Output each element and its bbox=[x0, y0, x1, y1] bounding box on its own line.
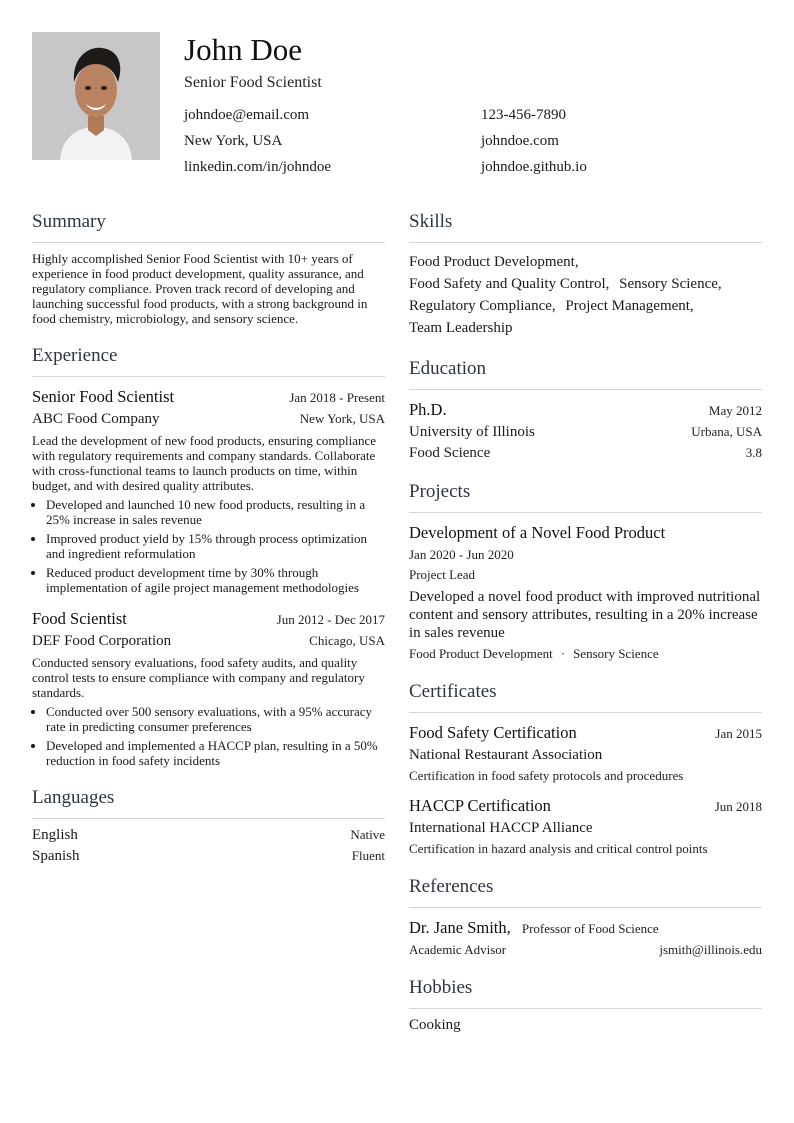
summary-text: Highly accomplished Senior Food Scientist with 10+ years of experience in food product development, quality assurance, and regulatory compliance. Proven track record of developing and launching successful food products, with a strong background in food chemistry, microbiology, and sensory science. bbox=[32, 251, 368, 326]
skills-section bbox=[409, 210, 762, 339]
job-bullet: • Reduced product development time by 30% through implementation of agile project management methodologies bbox=[46, 565, 385, 595]
education-degree: Ph.D. bbox=[409, 400, 447, 419]
resume-columns bbox=[32, 210, 762, 1052]
language-name: Spanish bbox=[32, 848, 80, 864]
education-location: Urbana, USA bbox=[691, 424, 762, 439]
job-company: ABC Food Company bbox=[32, 411, 160, 427]
phone-link[interactable]: 123-456-7890 bbox=[481, 107, 566, 123]
bullet-dot-icon: · bbox=[560, 646, 566, 661]
job-bullet: • Developed and implemented a HACCP plan, resulting in a 50% reduction in food safety incidents bbox=[46, 738, 385, 768]
education-section bbox=[409, 357, 762, 462]
job-bullets bbox=[32, 497, 385, 595]
left-column bbox=[32, 210, 385, 1052]
certificate-entry bbox=[409, 796, 762, 857]
section-heading: Languages bbox=[32, 786, 385, 819]
website-link[interactable]: johndoe.com bbox=[481, 133, 559, 149]
job-description: Conducted sensory evaluations, food safety audits, and quality control tests to ensure compliance with company and regulatory standards. bbox=[32, 655, 365, 700]
resume-header bbox=[32, 32, 762, 182]
job-entry bbox=[32, 387, 385, 595]
reference-email[interactable]: jsmith@illinois.edu bbox=[659, 942, 762, 957]
certificate-date: Jan 2015 bbox=[715, 726, 762, 741]
project-tags bbox=[409, 646, 762, 662]
person-name: John Doe bbox=[184, 32, 302, 67]
job-location: Chicago, USA bbox=[309, 633, 385, 648]
experience-section bbox=[32, 344, 385, 768]
job-bullet: • Developed and launched 10 new food products, resulting in a 25% increase in sales revenue bbox=[46, 497, 385, 527]
project-role: Project Lead bbox=[409, 567, 476, 582]
job-bullets bbox=[32, 704, 385, 768]
projects-section bbox=[409, 480, 762, 662]
project-date: Jan 2020 - Jun 2020 bbox=[409, 547, 514, 562]
job-title: Senior Food Scientist bbox=[184, 74, 322, 91]
project-description: Developed a novel food product with improved nutritional content and sensory attributes, resulting in a 20% increase in sales revenue bbox=[409, 589, 761, 641]
references-section bbox=[409, 875, 762, 958]
reference-name: Dr. Jane Smith, bbox=[409, 918, 511, 937]
job-company: DEF Food Corporation bbox=[32, 633, 172, 649]
skill-item: Food Product Development, bbox=[409, 254, 579, 270]
job-date: Jun 2012 - Dec 2017 bbox=[276, 612, 385, 627]
hobbies-section bbox=[409, 976, 762, 1034]
language-name: English bbox=[32, 827, 78, 843]
certificate-issuer: International HACCP Alliance bbox=[409, 820, 593, 836]
skill-item: Sensory Science, bbox=[619, 276, 722, 292]
language-level: Native bbox=[350, 827, 385, 842]
job-date: Jan 2018 - Present bbox=[289, 390, 385, 405]
job-entry bbox=[32, 609, 385, 768]
education-date: May 2012 bbox=[708, 403, 762, 418]
section-heading: Certificates bbox=[409, 680, 762, 713]
reference-position: Professor of Food Science bbox=[521, 921, 659, 936]
skill-item: Regulatory Compliance, bbox=[409, 298, 556, 314]
email-link[interactable]: johndoe@email.com bbox=[184, 107, 310, 123]
education-gpa: 3.8 bbox=[745, 445, 762, 460]
github-link[interactable]: johndoe.github.io bbox=[481, 159, 587, 175]
certificate-entry bbox=[409, 723, 762, 784]
certificates-section bbox=[409, 680, 762, 857]
job-bullet: • Improved product yield by 15% through process optimization and ingredient reformulation bbox=[46, 531, 385, 561]
education-field: Food Science bbox=[409, 445, 491, 461]
section-heading: Hobbies bbox=[409, 976, 762, 1009]
job-bullet: • Conducted over 500 sensory evaluations, with a 95% accuracy rate in predicting consumer preferences bbox=[46, 704, 385, 734]
summary-section bbox=[32, 210, 385, 326]
project-name: Development of a Novel Food Product bbox=[409, 523, 666, 542]
profile-photo bbox=[32, 32, 160, 160]
skill-item: Project Management, bbox=[565, 298, 694, 314]
project-tag: Food Product Development bbox=[409, 646, 553, 661]
certificate-description: Certification in hazard analysis and critical control points bbox=[409, 841, 708, 856]
section-heading: References bbox=[409, 875, 762, 908]
language-row bbox=[32, 848, 385, 865]
project-tag: Sensory Science bbox=[573, 646, 659, 661]
skill-item: Food Safety and Quality Control, bbox=[409, 276, 610, 292]
skill-item: Team Leadership bbox=[409, 320, 513, 336]
section-heading: Projects bbox=[409, 480, 762, 513]
skills-list bbox=[409, 251, 762, 339]
reference-relation: Academic Advisor bbox=[409, 942, 507, 957]
certificate-name: HACCP Certification bbox=[409, 796, 551, 815]
certificate-issuer: National Restaurant Association bbox=[409, 747, 603, 763]
language-row bbox=[32, 827, 385, 844]
linkedin-link[interactable]: linkedin.com/in/johndoe bbox=[184, 159, 332, 175]
job-role: Food Scientist bbox=[32, 609, 127, 628]
certificate-description: Certification in food safety protocols and procedures bbox=[409, 768, 684, 783]
job-description: Lead the development of new food products, ensuring compliance with regulatory requirements and company standards. Collaborate with cross-functional teams to launch products on time, within budget, and with desired quality attributes. bbox=[32, 433, 377, 493]
contact-grid bbox=[184, 106, 762, 177]
certificate-name: Food Safety Certification bbox=[409, 723, 577, 742]
job-location: New York, USA bbox=[299, 411, 385, 426]
education-school: University of Illinois bbox=[409, 424, 535, 440]
header-info bbox=[184, 32, 762, 182]
section-heading: Skills bbox=[409, 210, 762, 243]
languages-section bbox=[32, 786, 385, 865]
section-heading: Education bbox=[409, 357, 762, 390]
hobby-item: Cooking bbox=[409, 1017, 461, 1033]
resume-page bbox=[32, 32, 762, 1052]
job-role: Senior Food Scientist bbox=[32, 387, 175, 406]
right-column bbox=[409, 210, 762, 1052]
section-heading: Summary bbox=[32, 210, 385, 243]
location-text: New York, USA bbox=[184, 133, 283, 149]
language-level: Fluent bbox=[351, 848, 385, 863]
section-heading: Experience bbox=[32, 344, 385, 377]
certificate-date: Jun 2018 bbox=[714, 799, 762, 814]
